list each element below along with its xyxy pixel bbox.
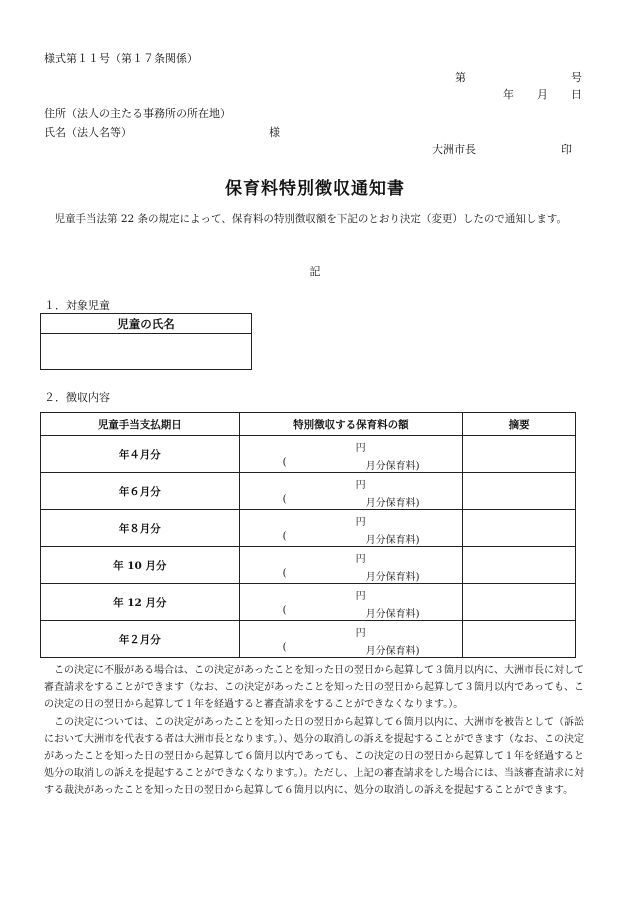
payment-period: 年 12 月分 xyxy=(41,584,240,621)
collection-table-header xyxy=(41,413,576,436)
table-row xyxy=(41,473,576,510)
fee-month-note: 月分保育料) xyxy=(365,461,420,472)
payment-period: 年４月分 xyxy=(41,436,240,473)
child-name-header: 児童の氏名 xyxy=(41,314,252,334)
amount-cell xyxy=(239,621,463,658)
issuer: 大洲市長 xyxy=(432,143,476,156)
date-month: 月 xyxy=(537,88,548,101)
open-paren: ( xyxy=(282,605,287,616)
honorific: 様 xyxy=(269,126,280,139)
table-row xyxy=(41,621,576,658)
child-table xyxy=(40,313,252,370)
amount-cell xyxy=(239,547,463,584)
open-paren: ( xyxy=(282,457,287,468)
amount-cell xyxy=(239,436,463,473)
column-header: 摘要 xyxy=(463,413,576,436)
appeal-notice: この決定に不服がある場合は、この決定があったことを知った日の翌日から起算して３箇月以内に、大洲市長に対して審査請求をすることができます（なお、この決定があったことを知った日の翌日から起算して３箇月以内であっても、この決定の日の翌日から起算して１年を経過すると審査請求をすることができなくなります。）。 xyxy=(44,665,584,710)
page-title: 保育料特別徴収通知書 xyxy=(225,179,405,199)
open-paren: ( xyxy=(282,531,287,542)
yen-unit: 円 xyxy=(355,480,366,491)
document-number-prefix: 第 xyxy=(455,71,466,84)
fee-month-note: 月分保育料) xyxy=(365,535,420,546)
fee-month-note: 月分保育料) xyxy=(365,609,420,620)
column-header: 児童手当支払期日 xyxy=(41,413,240,436)
fee-month-note: 月分保育料) xyxy=(365,646,420,657)
fee-month-note: 月分保育料) xyxy=(365,572,420,583)
remarks-cell xyxy=(463,621,576,658)
open-paren: ( xyxy=(282,568,287,579)
address-label: 住所（法人の主たる事務所の所在地） xyxy=(44,107,231,120)
amount-cell xyxy=(239,473,463,510)
table-row xyxy=(41,510,576,547)
collection-table xyxy=(40,412,576,658)
table-row xyxy=(41,547,576,584)
table-row xyxy=(41,436,576,473)
form-number: 様式第１１号（第１７条関係） xyxy=(44,52,198,65)
yen-unit: 円 xyxy=(355,554,366,565)
payment-period: 年 10 月分 xyxy=(41,547,240,584)
payment-period: 年６月分 xyxy=(41,473,240,510)
open-paren: ( xyxy=(282,494,287,505)
payment-period: 年２月分 xyxy=(41,621,240,658)
table-row xyxy=(41,584,576,621)
remarks-cell xyxy=(463,547,576,584)
yen-unit: 円 xyxy=(355,517,366,528)
lawsuit-notice: この決定については、この決定があったことを知った日の翌日から起算して６箇月以内に、大洲市を被告として（訴訟において大洲市を代表する者は大洲市長となります。）、処分の取消しの訴えを提起することができます（なお、この決定があったことを知った日の翌日から起算して６箇月以内であっても、この決定の日の翌日から起算して１年を経過すると処分の取消しの訴えを提起することができなくなります。）。ただし、上記の審査請求をした場合には、当該審査請求に対する裁決があったことを知った日の翌日から起算して６箇月以内に、処分の取消しの訴えを提起することができます。 xyxy=(44,717,584,796)
date-year: 年 xyxy=(503,88,514,101)
yen-unit: 円 xyxy=(355,443,366,454)
ki-mark: 記 xyxy=(309,265,321,278)
remarks-cell xyxy=(463,473,576,510)
column-header: 特別徴収する保育料の額 xyxy=(239,413,463,436)
amount-cell xyxy=(239,510,463,547)
remarks-cell xyxy=(463,584,576,621)
section1-heading: １．対象児童 xyxy=(44,299,110,312)
date-day: 日 xyxy=(571,88,582,101)
intro-text: 児童手当法第 22 条の規定によって、保育料の特別徴収額を下記のとおり決定（変更）したので通知します。 xyxy=(44,213,567,225)
yen-unit: 円 xyxy=(355,591,366,602)
open-paren: ( xyxy=(282,642,287,653)
remarks-cell xyxy=(463,436,576,473)
child-name-cell xyxy=(41,334,252,370)
seal-mark: 印 xyxy=(561,143,572,156)
amount-cell xyxy=(239,584,463,621)
yen-unit: 円 xyxy=(355,628,366,639)
document-number-suffix: 号 xyxy=(571,71,582,84)
section2-heading: ２．徴収内容 xyxy=(44,391,110,404)
name-label: 氏名（法人名等） xyxy=(44,126,132,139)
remarks-cell xyxy=(463,510,576,547)
payment-period: 年８月分 xyxy=(41,510,240,547)
fee-month-note: 月分保育料) xyxy=(365,498,420,509)
